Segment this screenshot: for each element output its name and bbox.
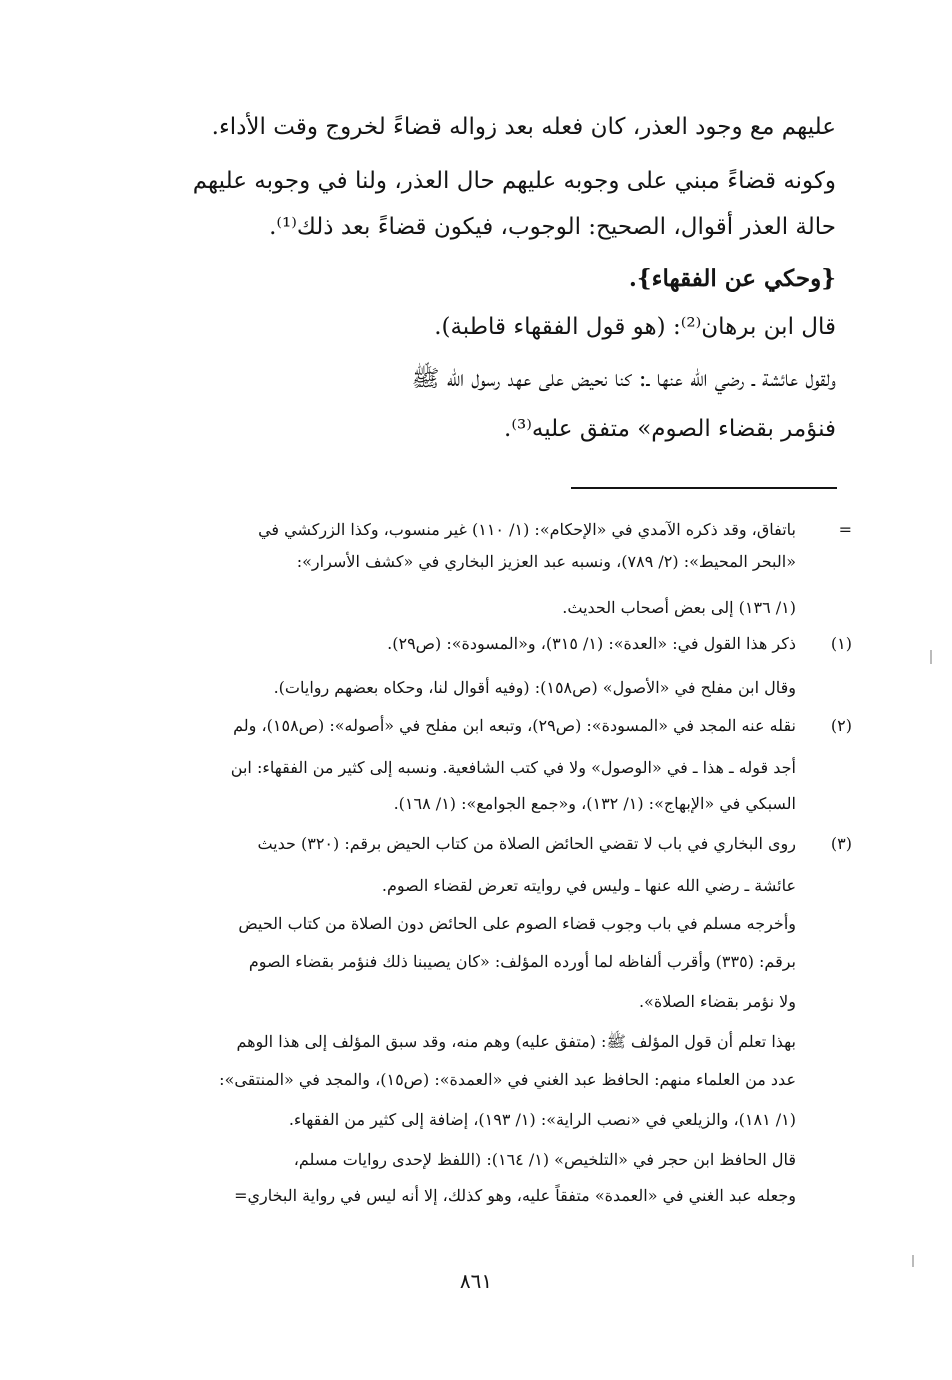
main-text-line-3: حالة العذر أقوال، الصحيح: الوجوب، فيكون قضاءً بعد ذلك⁽¹⁾. — [269, 214, 836, 240]
page-number: ٨٦١ — [459, 1269, 493, 1293]
footnote-2-line: السبكي في «الإبهاج»: (١/ ١٣٢)، و«جمع الجوامع»: (١/ ١٦٨). — [393, 794, 796, 813]
footnote-separator — [571, 487, 837, 489]
footnote-3-line: روى البخاري في باب لا تقضي الحائض الصلاة من كتاب الحيض برقم: (٣٢٠) حديث — [257, 834, 796, 853]
scan-edge-mark — [930, 650, 932, 664]
footnote-continuation-line: (١/ ١٣٦) إلى بعض أصحاب الحديث. — [562, 598, 796, 617]
footnote-continuation-line: «البحر المحيط»: (٢/ ٧٨٩)، ونسبه عبد العزيز البخاري في «كشف الأسرار»: — [296, 552, 796, 571]
footnote-continuation-marker: = — [838, 520, 852, 539]
footnote-1-line: ذكر هذا القول في: «العدة»: (١/ ٣١٥)، و«المسودة»: (ص٢٩). — [387, 634, 796, 653]
footnote-3-line: ولا نؤمر بقضاء الصلاة». — [638, 992, 796, 1011]
main-text-line-7: فنؤمر بقضاء الصوم» متفق عليه⁽³⁾. — [504, 416, 836, 442]
main-text-line-2: وكونه قضاءً مبني على وجوبه عليهم حال العذر، ولنا في وجوبه عليهم — [192, 168, 836, 194]
footnote-3-line: وجعله عبد الغني في «العمدة» متفقاً عليه، وهو كذلك، إلا أنه ليس في رواية البخاري= — [234, 1186, 796, 1205]
footnote-2-line: أجد قوله ـ هذا ـ في «الوصول» ولا في كتب الشافعية. ونسبه إلى كثير من الفقهاء: ابن — [230, 758, 796, 777]
footnote-3-line: عائشة ـ رضي الله عنها ـ وليس في روايته تعرض لقضاء الصوم. — [381, 876, 796, 895]
footnote-1-line: وقال ابن مفلح في «الأصول» (ص١٥٨): (وفيه أقوال لنا، وحكاه بعضهم روايات). — [273, 678, 796, 697]
main-text-line-4: {وحكي عن الفقهاء}. — [628, 265, 836, 292]
main-text-line-6: ولقول عائشة ـ رضي الله عنها ـ: كنا نحيض على عهد رسول الله ﷺ — [411, 366, 836, 392]
footnote-3-line: برقم: (٣٣٥) وأقرب ألفاظه لما أورده المؤلف: «كان يصيبنا ذلك فنؤمر بقضاء الصوم — [248, 952, 796, 971]
footnote-2-marker: (٢) — [830, 716, 852, 735]
footnote-2-line: نقله عنه المجد في «المسودة»: (ص٢٩)، وتبعه ابن مفلح في «أصوله»: (ص١٥٨)، ولم — [233, 716, 796, 735]
footnote-3-line: وأخرجه مسلم في باب وجوب قضاء الصوم على الحائض دون الصلاة من كتاب الحيض — [238, 914, 796, 933]
main-text-line-1: عليهم مع وجود العذر، كان فعله بعد زواله قضاءً لخروج وقت الأداء. — [211, 114, 836, 140]
scan-edge-mark — [912, 1255, 914, 1267]
footnote-3-line: عدد من العلماء منهم: الحافظ عبد الغني في «العمدة»: (ص١٥)، والمجد في «المنتقى»: — [219, 1070, 796, 1089]
footnote-3-marker: (٣) — [830, 834, 852, 853]
footnote-3-line: بهذا تعلم أن قول المؤلف ﷺ: (متفق عليه) وهم منه، وقد سبق المؤلف إلى هذا الوهم — [236, 1032, 796, 1051]
footnote-3-line: قال الحافظ ابن حجر في «التلخيص» (١/ ١٦٤): (اللفظ لإحدى روايات مسلم، — [293, 1150, 796, 1169]
main-text-line-5: قال ابن برهان⁽²⁾: (هو قول الفقهاء قاطبة). — [434, 314, 836, 340]
footnote-continuation-line: باتفاق، وقد ذكره الآمدي في «الإحكام»: (١/ ١١٠) غير منسوب، وكذا الزركشي في — [258, 520, 796, 539]
footnote-1-marker: (١) — [830, 634, 852, 653]
footnote-3-line: (١/ ١٨١)، والزيلعي في «نصب الراية»: (١/ ١٩٣)، إضافة إلى كثير من الفقهاء. — [288, 1110, 796, 1129]
